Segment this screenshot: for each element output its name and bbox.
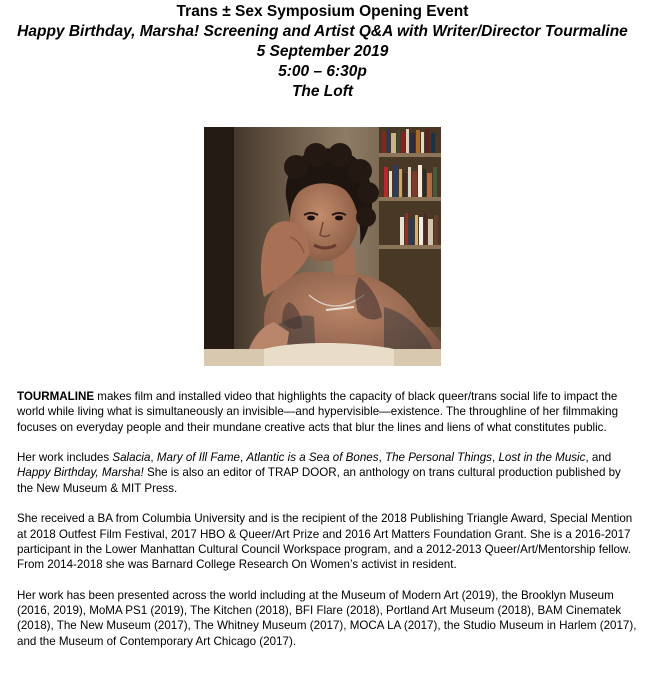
- bio-paragraph-2: [17, 450, 637, 496]
- work-title: Mary of Ill Fame: [156, 451, 240, 465]
- works-intro: Her work includes: [17, 451, 113, 465]
- work-separator: ,: [491, 451, 499, 465]
- event-location: The Loft: [291, 83, 354, 100]
- work-title: Atlantic is a Sea of Bones: [246, 451, 379, 465]
- work-separator: ,: [239, 451, 247, 465]
- work-separator: , and: [585, 451, 612, 465]
- event-title: Trans ± Sex Symposium Opening Event: [176, 3, 469, 20]
- event-date: 5 September 2019: [256, 43, 389, 60]
- portrait-photo: [204, 127, 441, 366]
- bio-paragraph-3: She received a BA from Columbia University and is the recipient of the 2018 Publishing Triangle Award, Special Mention at 2018 Outfest Film Festival, 2017 HBO & Queer/Art Prize and 2016 Art Matters Foundation Grant. She is a 2016-2017 participant in the Lower Manhattan Cultural Council Workspace program, and a 2012-2013 Queer/Art/Mentorship fellow. From 2014-2018 she was Barnard College Research On Women’s activist in resident.: [17, 512, 633, 572]
- portrait-illustration: [204, 127, 441, 366]
- bio-paragraph-4: Her work has been presented across the world including at the Museum of Modern Art (2019), the Brooklyn Museum (2016, 2019), MoMA PS1 (2019), The Kitchen (2018), BFI Flare (2018), Portland Art Museum (2018), BAM Cinematek (2018), The New Museum (2017), The Whitney Museum (2017), MOCA LA (2017), the Studio Museum in Harlem (2017), and the Museum of Contemporary Art Chicago (2017).: [17, 588, 637, 648]
- artist-name: TOURMALINE: [17, 390, 95, 403]
- works-outro: She is also an editor of TRAP DOOR, an anthology on trans cultural production published by the New Museum & MIT Press.: [17, 466, 621, 495]
- event-header: [0, 2, 645, 102]
- event-time: 5:00 – 6:30p: [278, 63, 367, 80]
- work-title: Lost in the Music: [498, 451, 586, 465]
- work-separator: ,: [378, 451, 385, 465]
- bio-content: [17, 389, 637, 664]
- work-title: The Personal Things: [385, 451, 492, 465]
- work-separator: ,: [150, 451, 157, 465]
- bio-paragraph-1-text: makes film and installed video that highlights the capacity of black queer/trans social life to impact the world while living what is simultaneously an invisible—and hypervisible—existence. The throughline of her filmmaking focuses on everyday people and their mundane creative acts that blur the lines and liens of what constitutes public.: [17, 390, 619, 434]
- work-title: Salacia: [112, 451, 151, 465]
- work-title: Happy Birthday, Marsha!: [17, 466, 144, 480]
- event-subtitle: Happy Birthday, Marsha! Screening and Artist Q&A with Writer/Director Tourmaline: [17, 23, 628, 40]
- bio-paragraph-1: [17, 389, 637, 435]
